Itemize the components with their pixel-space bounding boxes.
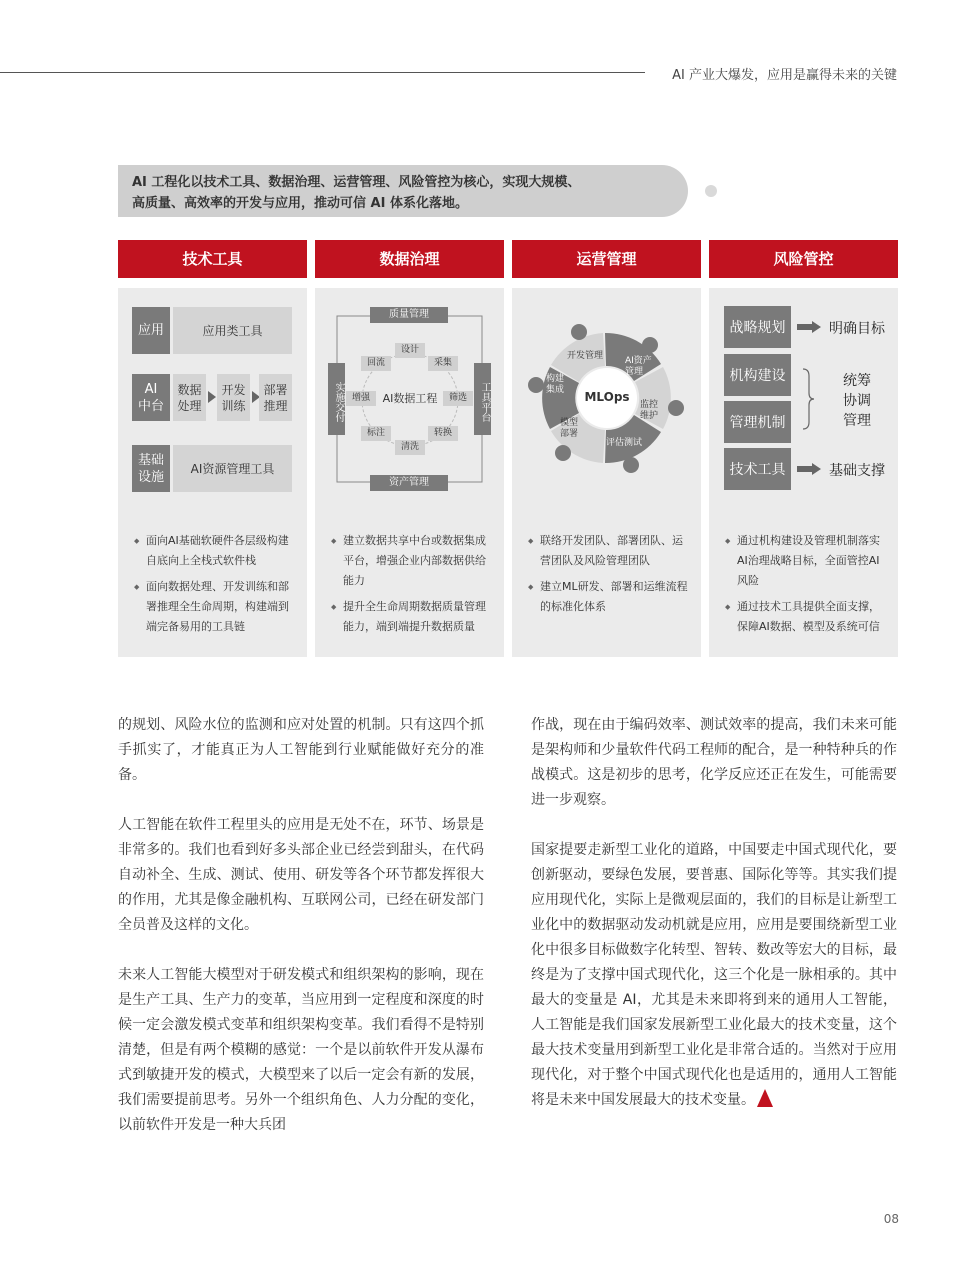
column-header-tech-tools: 技术工具 [118, 240, 307, 278]
panel-tech-tools [118, 288, 307, 657]
page-number: 08 [883, 1212, 899, 1226]
column-header-operations: 运营管理 [512, 240, 701, 278]
tech-tools-bullets [134, 531, 299, 643]
banner-line-1: AI 工程化以技术工具、数据治理、运营管理、风险管控为核心，实现大规模、 [132, 175, 581, 190]
risk-block-org: 机构建设 [724, 354, 791, 396]
paragraph: 的规划、风险水位的监测和应对处置的机制。只有这四个抓手抓实了，才能真正为人工智能到行业赋能做好充分的准备。 [118, 717, 484, 783]
paragraph: 作战，现在由于编码效率、测试效率的提高，我们未来可能是架构师和少量软件代码工程师的配合，是一种特种兵的作战模式。这是初步的思考，化学反应还正在发生，可能需要进一步观察。 [531, 717, 897, 808]
bullet-item: ◆ 联络开发团队、部署团队、运营团队及风险管理团队 [528, 531, 693, 571]
banner-line-2: 高质量、高效率的开发与应用，推动可信 AI 体系化落地。 [132, 196, 468, 211]
asset-mgmt-tag: 资产管理 [370, 475, 448, 491]
step-dev-training: 开发 训练 [217, 374, 250, 421]
mlops-segment-dev: 开发管理 [567, 351, 604, 361]
body-column-left [118, 713, 484, 1163]
step-transform: 转换 [428, 426, 458, 441]
step-clean: 清洗 [395, 440, 425, 455]
paragraph: 人工智能在软件工程里头的应用是无处不在，环节、场景是非常多的。我们也看到好多头部企业已经尝到甜头，在代码自动补全、生成、测试、使用、研发等各个环节都发挥很大的作用，尤其是像金融机构、互联网公司，已经在研发部门全员普及这样的文化。 [118, 817, 484, 933]
brace-icon [801, 368, 815, 430]
step-augment: 增强 [346, 391, 376, 406]
mlops-segment-eval: 评估测试 [606, 438, 643, 448]
app-label: 应用 [132, 307, 170, 354]
mlops-segment-asset: AI资产管理 [625, 356, 652, 377]
step-collect: 采集 [428, 356, 458, 371]
bullet-item: ◆ 通过技术工具提供全面支撑，保障AI数据、模型及系统可信 [725, 597, 890, 637]
panel-data-governance [315, 288, 504, 657]
end-mark-icon [757, 1089, 773, 1107]
header-rule [0, 72, 645, 73]
bullet-item: ◆ 建立ML研发、部署和运维流程的标准化体系 [528, 577, 693, 617]
goal-foundation: 基础支撑 [829, 463, 885, 479]
risk-block-mechanism: 管理机制 [724, 401, 791, 443]
step-deploy-inference: 部署 推理 [259, 374, 292, 421]
goal-coordinate-3: 管理 [843, 413, 871, 429]
column-header-data-governance: 数据治理 [315, 240, 504, 278]
data-governance-bullets [331, 531, 496, 643]
arrow-right-icon [797, 321, 821, 333]
column-header-risk-control: 风险管控 [709, 240, 898, 278]
goal-coordinate-1: 统筹 [843, 373, 871, 389]
banner-dot [705, 185, 717, 197]
delivery-tag: 实施交付 [328, 363, 345, 435]
bullet-item: ◆ 面向数据处理、开发训练和部署推理全生命周期，构建端到端完备易用的工具链 [134, 577, 299, 637]
mlops-center-label: MLOps [584, 390, 630, 404]
step-data-processing: 数据 处理 [173, 374, 206, 421]
risk-block-tools: 技术工具 [724, 448, 791, 490]
operations-bullets [528, 531, 693, 623]
summary-banner [118, 165, 688, 217]
mlops-segment-deploy: 模型部署 [560, 418, 579, 439]
arrow-right-icon [797, 463, 821, 475]
bullet-item: ◆ 面向AI基础软硬件各层级构建自底向上全栈式软件栈 [134, 531, 299, 571]
infra-tools: AI资源管理工具 [173, 445, 292, 492]
body-column-right [531, 713, 897, 1138]
goal-clear-target: 明确目标 [829, 321, 885, 337]
step-label: 标注 [361, 426, 391, 441]
paragraph: 未来人工智能大模型对于研发模式和组织架构的影响，现在是生产工具、生产力的变革，当应用到一定程度和深度的时候一定会激发模式变革和组织架构变革。我们看得不是特别清楚，但是有两个模糊的感觉：一个是以前软件开发从瀑布式到敏捷开发的模式，大模型来了以后一定会有新的发展，我们需要提前思考。另外一个组织角色、人力分配的变化，以前软件开发是一种大兵团 [118, 967, 484, 1133]
ai-data-engineering-label: AI数据工程 [382, 392, 438, 405]
tool-platform-tag: 工具平台 [474, 363, 491, 435]
panel-risk-control [709, 288, 898, 657]
risk-control-bullets [725, 531, 890, 643]
mlops-segment-monitor: 监控维护 [640, 400, 659, 421]
ai-center-label: AI 中台 [132, 374, 170, 421]
panel-operations [512, 288, 701, 657]
risk-block-strategy: 战略规划 [724, 306, 791, 348]
bullet-item: ◆ 建立数据共享中台或数据集成平台，增强企业内部数据供给能力 [331, 531, 496, 591]
goal-coordinate-2: 协调 [843, 393, 871, 409]
quality-mgmt-tag: 质量管理 [370, 307, 448, 323]
arrow-right-icon [208, 391, 216, 403]
infra-label: 基础 设施 [132, 445, 170, 492]
step-feedback: 回流 [361, 356, 391, 371]
step-filter: 筛选 [443, 391, 473, 406]
paragraph-text: 国家提要走新型工业化的道路，中国要走中国式现代化，要创新驱动，要绿色发展，要普惠、国际化等等。其实我们提应用现代化，实际上是微观层面的，我们的目标是让新型工业化中的数据驱动发动机就是应用，应用是要围绕新型工业化中很多目标做数字化转型、智转、数改等宏大的目标，最终是为了支撑中国式现代化，这三个化是一脉相承的。其中最大的变量是 AI，尤其是未来即将到来的通用人工智能，人工智能是我们国家发展新型工业化最大的技术变量，这个最大技术变量用到新型工业化是非常合适的。当然对于应用现代化，对于整个中国式现代化也是适用的，通用人工智能将是未来中国发展最大的技术变量。 [531, 842, 897, 1108]
header-title: AI 产业大爆发，应用是赢得未来的关键 [672, 68, 897, 83]
bullet-item: ◆ 通过机构建设及管理机制落实AI治理战略目标，全面管控AI风险 [725, 531, 890, 591]
step-design: 设计 [395, 343, 425, 358]
paragraph-last [531, 838, 897, 1113]
app-tools: 应用类工具 [173, 307, 292, 354]
bullet-item: ◆ 提升全生命周期数据质量管理能力，端到端提升数据质量 [331, 597, 496, 637]
mlops-segment-build: 构建集成 [546, 374, 565, 395]
